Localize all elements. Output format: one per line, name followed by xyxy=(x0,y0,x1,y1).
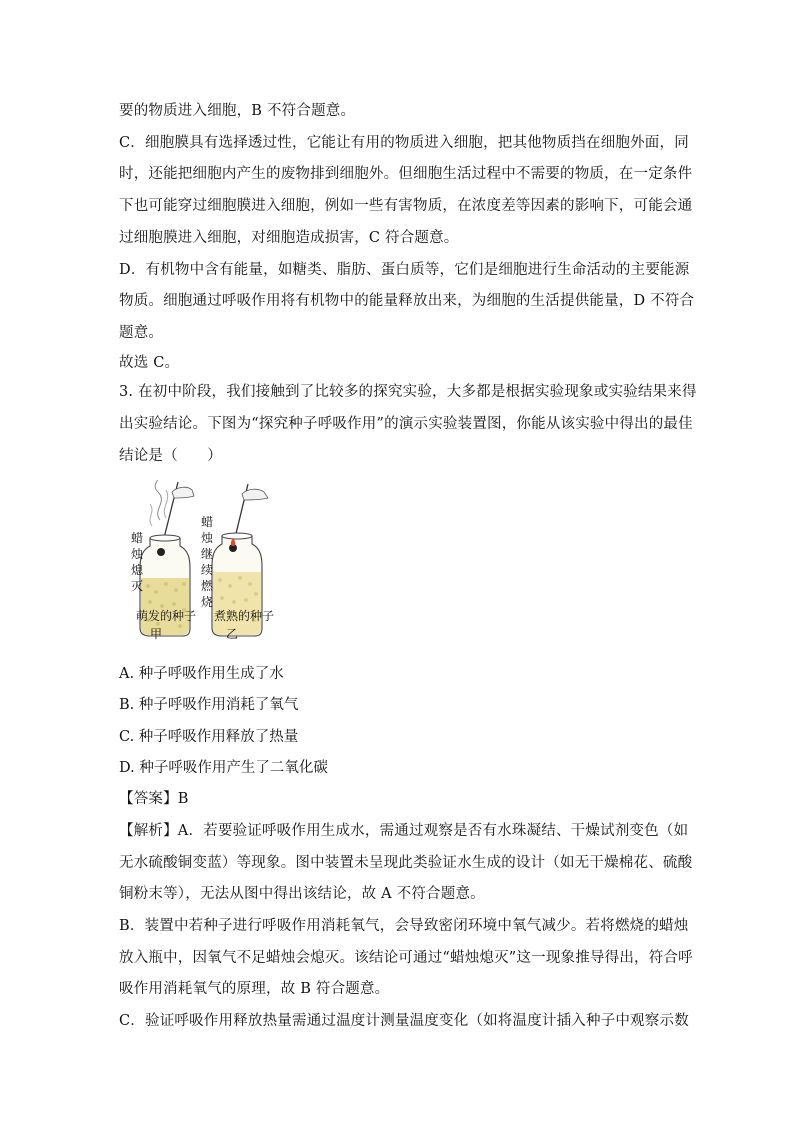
text-line: 题意。 xyxy=(119,325,164,341)
analysis-line: 无水硫酸铜变蓝）等现象。图中装置未呈现此类验证水生成的设计（如无干燥棉花、硫酸 xyxy=(119,855,693,871)
analysis-line: C．验证呼吸作用释放热量需通过温度计测量温度变化（如将温度计插入种子中观察示数 xyxy=(119,1013,689,1029)
tag-yi: 乙 xyxy=(226,627,239,641)
tag-jia: 甲 xyxy=(150,627,163,641)
text-line: 时，还能把细胞内产生的废物排到细胞外。但细胞生活过程中不需要的物质，在一定条件 xyxy=(119,166,693,182)
analysis-line: 【解析】A．若要验证呼吸作用生成水，需通过观察是否有水珠凝结、干燥试剂变色（如 xyxy=(119,823,689,839)
question-stem-line: 出实验结论。下图为“探究种子呼吸作用”的演示实验装置图，你能从该实验中得出的最佳 xyxy=(119,416,693,432)
analysis-line: 放入瓶中，因氧气不足蜡烛会熄灭。该结论可通过“蜡烛熄灭”这一现象推导得出，符合呼 xyxy=(119,950,693,966)
text-line: 过细胞膜进入细胞，对细胞造成损害，C 符合题意。 xyxy=(119,230,459,246)
choice-c: C. 种子呼吸作用释放了热量 xyxy=(119,729,299,745)
caption-boiled-seeds: 煮熟的种子 xyxy=(214,609,275,623)
text-line: 要的物质进入细胞，B 不符合题意。 xyxy=(119,103,356,119)
text-line: C．细胞膜具有选择透过性，它能让有用的物质进入细胞，把其他物质挡在细胞外面，同 xyxy=(119,135,689,151)
text-line: 物质。细胞通过呼吸作用将有机物中的能量释放出来，为细胞的生活提供能量，D 不符合 xyxy=(119,293,695,309)
experiment-figure xyxy=(130,480,290,650)
analysis-line: 吸作用消耗氧气的原理，故 B 符合题意。 xyxy=(119,981,390,997)
hand-left-icon xyxy=(172,487,194,498)
analysis-line: B．装置中若种子进行呼吸作用消耗氧气，会导致密闭环境中氧气减少。若将燃烧的蜡烛 xyxy=(119,918,689,934)
text-line: D．有机物中含有能量，如糖类、脂肪、蛋白质等，它们是细胞进行生命活动的主要能源 xyxy=(119,262,690,278)
candle-extinguished-icon xyxy=(157,548,165,556)
caption-germinating-seeds: 萌发的种子 xyxy=(136,609,197,623)
choice-b: B. 种子呼吸作用消耗了氧气 xyxy=(119,697,299,713)
text-line: 故选 C。 xyxy=(119,355,180,371)
text-line: 下也可能穿过细胞膜进入细胞，例如一些有害物质，在浓度差等因素的影响下，可能会通 xyxy=(119,198,693,214)
analysis-line: 铜粉末等），无法从图中得出该结论，故 A 不符合题意。 xyxy=(119,886,485,902)
choice-d: D. 种子呼吸作用产生了二氧化碳 xyxy=(119,760,328,776)
question-stem-line: 结论是（ ） xyxy=(119,448,222,464)
answer-line: 【答案】B xyxy=(119,791,189,807)
label-candle-burning: 蜡烛继续燃烧 xyxy=(200,515,213,609)
choice-a: A. 种子呼吸作用生成了水 xyxy=(119,666,284,682)
smoke-icon xyxy=(155,480,161,520)
question-stem-line: 3. 在初中阶段，我们接触到了比较多的探究实验，大多都是根据实验现象或实验结果来得 xyxy=(119,384,697,400)
label-candle-extinguished: 蜡烛熄灭 xyxy=(130,531,143,593)
hand-right-icon xyxy=(242,489,268,500)
